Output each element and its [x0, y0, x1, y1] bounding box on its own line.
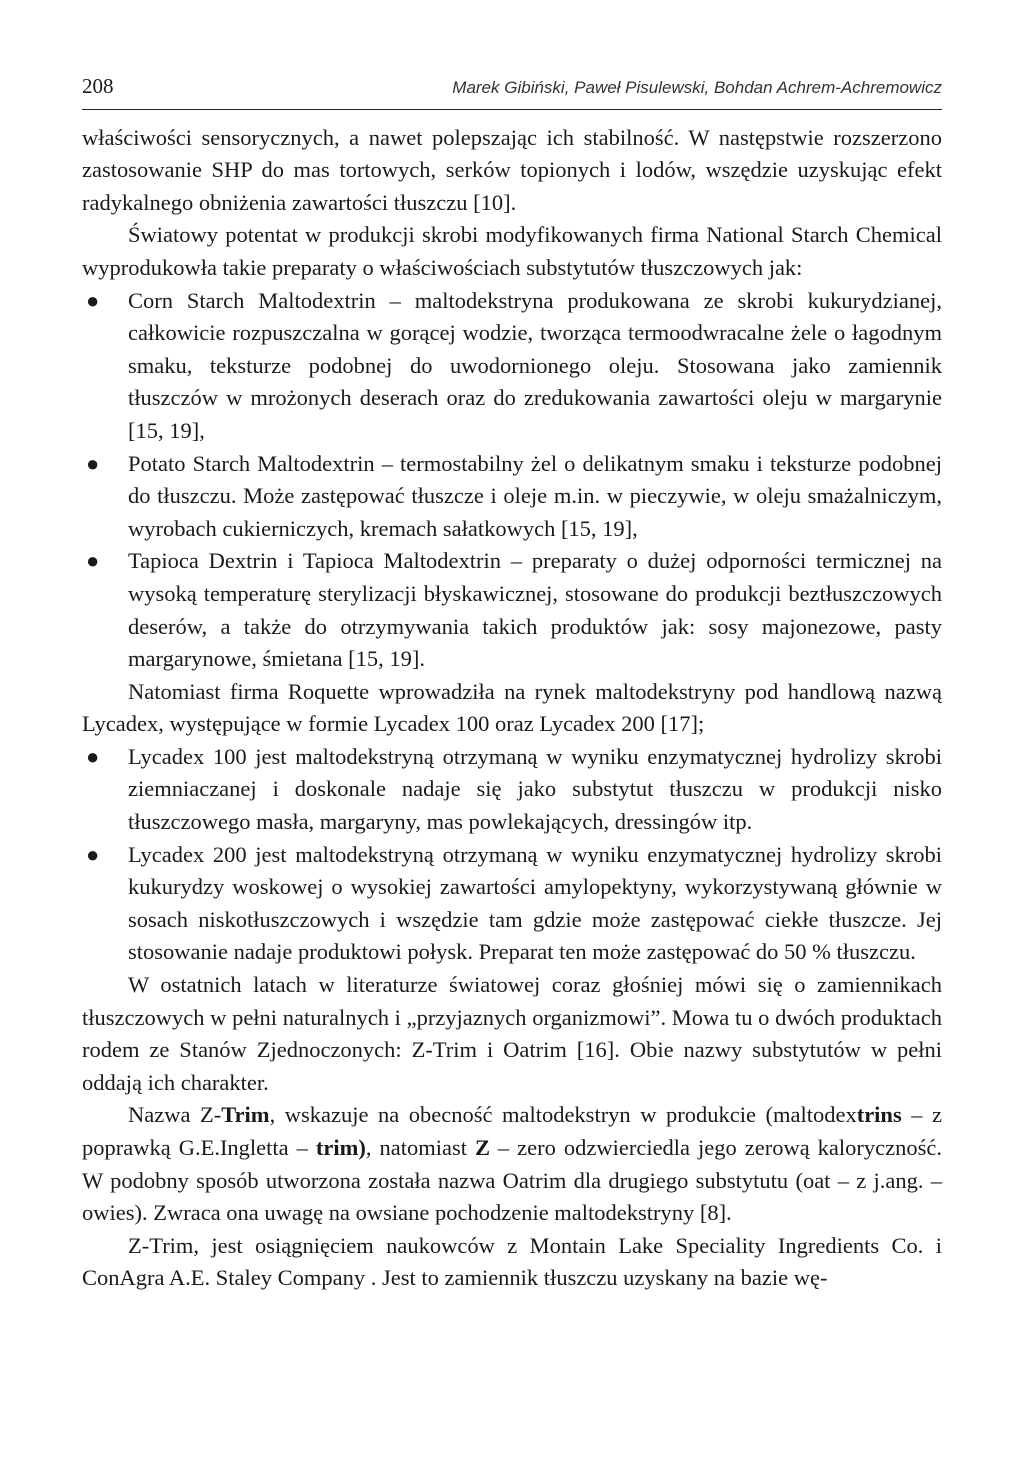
- bullet-icon: ●: [86, 841, 100, 867]
- paragraph-2: Światowy potentat w produkcji skrobi modyfikowanych firma National Starch Chemical wyprodukowła takie preparaty o właściwościach substytutów tłuszczowych jak:: [82, 222, 942, 280]
- paragraph-6: Z-Trim, jest osiągnięciem naukowców z Montain Lake Speciality Ingredients Co. i ConAgra A.E. Staley Company . Jest to zamiennik tłuszczu uzyskany na bazie wę-: [82, 1232, 942, 1291]
- bullet-list-2: [82, 741, 942, 969]
- list-item-text: Lycadex 100 jest maltodekstryną otrzymaną w wyniku enzymatycznej hydrolizy skrobi ziemniaczanej i doskonale nadaje się jako substytut tłuszczu w produkcji nisko tłuszczowego masła, margaryny, mas powlekających, dressingów itp.: [128, 743, 942, 835]
- page: [82, 70, 942, 1295]
- list-item: [82, 545, 942, 675]
- list-item: [82, 285, 942, 448]
- page-number: 208: [82, 74, 114, 98]
- p5-text-4: , natomiast: [365, 1135, 475, 1160]
- bullet-icon: ●: [86, 548, 100, 574]
- p5-bold-3: trim): [315, 1135, 366, 1160]
- list-item-text: Potato Starch Maltodextrin – termostabilny żel o delikatnym smaku i teksturze podobnej do tłuszczu. Może zastępować tłuszcze i oleje m.in. w pieczywie, w oleju smażalniczym, wyrobach cukierniczych, kremach sałatkowych [15, 19],: [128, 450, 942, 541]
- running-header: [82, 70, 942, 110]
- paragraph-1: właściwości sensorycznych, a nawet polepszając ich stabilność. W następstwie rozszerzono zastosowanie SHP do mas tortowych, serków topionych i lodów, wszędzie uzyskując efekt radykalnego obniżenia zawartości tłuszczu [10].: [82, 124, 942, 215]
- bullet-icon: ●: [86, 743, 100, 769]
- p5-text-3: – z poprawką G.E.Ingletta –: [82, 1102, 942, 1160]
- paragraph-3: Natomiast firma Roquette wprowadziła na rynek maltodekstryny pod handlową nazwą Lycadex, występujące w formie Lycadex 100 oraz Lycadex 200 [17];: [82, 678, 942, 737]
- bullet-icon: ●: [86, 450, 100, 476]
- list-item: [82, 741, 942, 839]
- bullet-icon: ●: [86, 287, 100, 313]
- paragraph-5: [82, 1099, 942, 1229]
- p5-text-2: , wskazuje na obecność maltodekstryn w produkcie (maltodex: [269, 1102, 857, 1128]
- p5-text-1: Nazwa Z-: [128, 1102, 222, 1128]
- p5-bold-1: Trim: [221, 1102, 270, 1128]
- list-item: [82, 839, 942, 969]
- p5-bold-2: trins: [856, 1102, 902, 1128]
- bullet-list-1: [82, 285, 942, 676]
- p5-bold-4: Z: [474, 1135, 490, 1160]
- list-item-text: Lycadex 200 jest maltodekstryną otrzymaną w wyniku enzymatycznej hydrolizy skrobi kukurydzy woskowej o wysokiej zawartości amylopektyny, wykorzystywaną głównie w sosach niskotłuszczowych i wszędzie tam gdzie może zastępować ciekłe tłuszcze. Jej stosowanie nadaje produktowi połysk. Preparat ten może zastępować do 50 % tłuszczu.: [128, 841, 942, 965]
- paragraph-4: W ostatnich latach w literaturze światowej coraz głośniej mówi się o zamiennikach tłuszczowych w pełni naturalnych i „przyjaznych organizmowi”. Mowa tu o dwóch produktach rodem ze Stanów Zjednoczonych: Z-Trim i Oatrim [16]. Obie nazwy substytutów w pełni oddają ich charakter.: [82, 972, 942, 1095]
- list-item-text: Tapioca Dextrin i Tapioca Maltodextrin – preparaty o dużej odporności termicznej na wysoką temperaturę sterylizacji błyskawicznej, stosowane do produkcji beztłuszczowych deserów, a także do otrzymywania takich produktów jak: sosy majonezowe, pasty margarynowe, śmietana [15, 19].: [128, 548, 942, 672]
- p5-text-5: – zero odzwierciedla jego zerową kaloryczność. W podobny sposób utworzona została nazwa Oatrim dla drugiego substytutu (oat – z j.ang. – owies). Zwraca ona uwagę na owsiane pochodzenie maltodekstryny [8].: [82, 1135, 943, 1226]
- running-header-authors: Marek Gibiński, Paweł Pisulewski, Bohdan Achrem-Achremowicz: [452, 78, 942, 97]
- list-item: [82, 448, 942, 546]
- list-item-text: Corn Starch Maltodextrin – maltodekstryna produkowana ze skrobi kukurydzianej, całkowicie rozpuszczalna w gorącej wodzie, tworząca termoodwracalne żele o łagodnym smaku, teksturze podobnej do uwodornionego oleju. Stosowana jako zamiennik tłuszczów w mrożonych deserach oraz do zredukowania zawartości oleju w margarynie [15, 19],: [128, 287, 942, 443]
